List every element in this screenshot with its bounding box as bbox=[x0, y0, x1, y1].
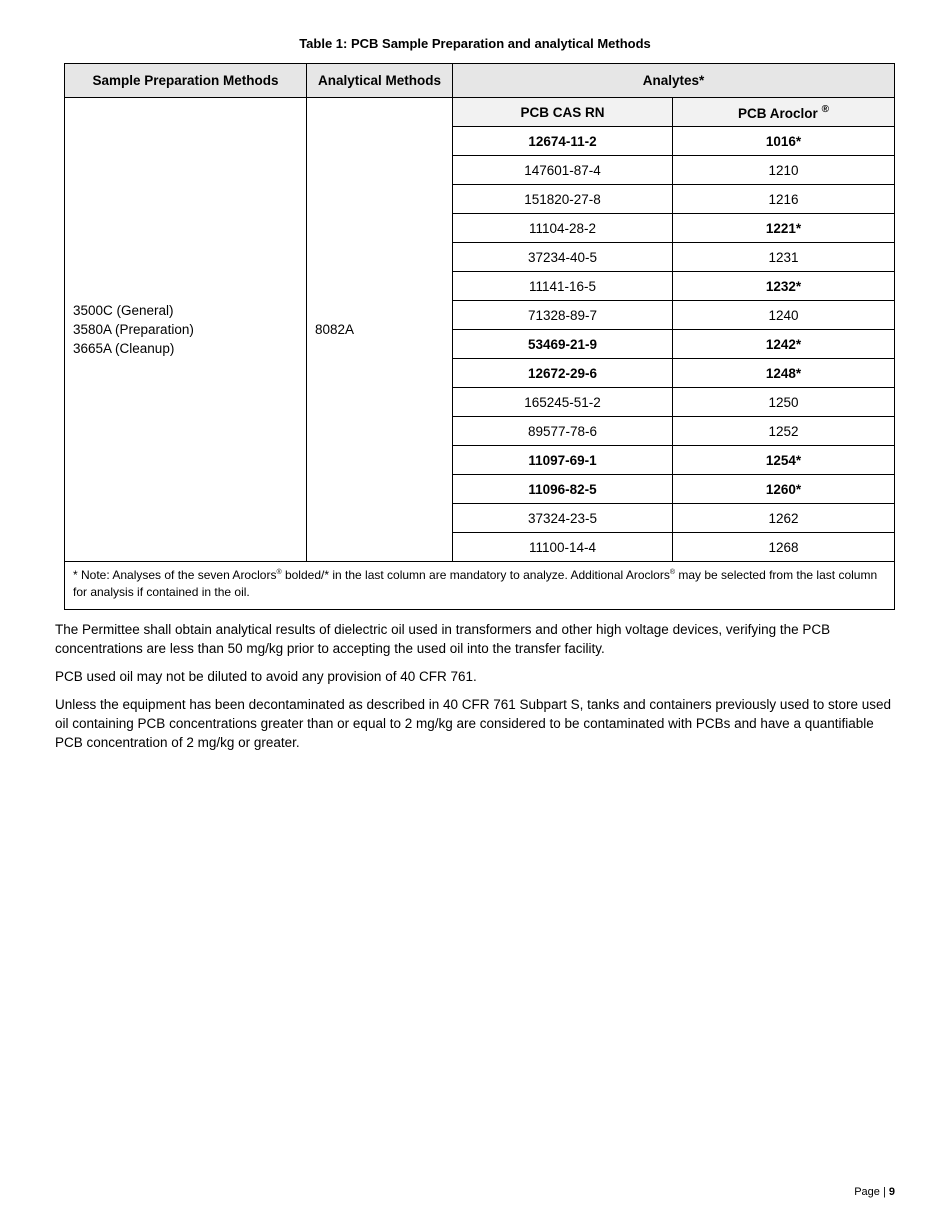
note-text: may be selected from the last column for analysis if contained in the oil. bbox=[73, 568, 878, 599]
page-label: Page | bbox=[854, 1186, 889, 1198]
note-text: bolded/* in the last column are mandatory to analyze. Additional Aroclors bbox=[281, 568, 670, 582]
aroclor-cell: 1250 bbox=[673, 388, 895, 417]
header-analytes: Analytes* bbox=[453, 64, 895, 98]
registered-mark: ® bbox=[821, 103, 829, 115]
table-subheader-row bbox=[65, 98, 895, 127]
registered-mark: ® bbox=[669, 569, 676, 576]
aroclor-cell: 1260* bbox=[673, 475, 895, 504]
analytical-method-cell: 8082A bbox=[307, 98, 453, 562]
page-footer bbox=[854, 1186, 895, 1198]
cas-number-cell: 37234-40-5 bbox=[453, 243, 673, 272]
header-sample-prep: Sample Preparation Methods bbox=[65, 64, 307, 98]
paragraph-analysis-requirement: The Permittee shall obtain analytical results of dielectric oil used in transformers and other high voltage devices, verifying the PCB concentrations are less than 50 mg/kg prior to accepting the used oil into the transfer facility. bbox=[55, 622, 831, 656]
table-header-row bbox=[65, 64, 895, 98]
aroclor-cell: 1254* bbox=[673, 446, 895, 475]
aroclor-cell: 1221* bbox=[673, 214, 895, 243]
sample-prep-line: 3580A (Preparation) bbox=[73, 322, 194, 337]
table-note-row bbox=[65, 562, 895, 610]
aroclor-cell: 1262 bbox=[673, 504, 895, 533]
aroclor-cell: 1016* bbox=[673, 127, 895, 156]
cas-number-cell: 147601-87-4 bbox=[453, 156, 673, 185]
note-text: * Note: Analyses of the seven Aroclors bbox=[73, 568, 277, 582]
sample-prep-cell bbox=[65, 98, 307, 562]
aroclor-cell: 1248* bbox=[673, 359, 895, 388]
aroclor-cell: 1231 bbox=[673, 243, 895, 272]
paragraph-contamination: Unless the equipment has been decontaminated as described in 40 CFR 761 Subpart S, tanks and containers previously used to store used oil containing PCB concentrations greater than or equal to 2 mg/kg are considered to be contaminated with PCBs and have a quantifiable PCB concentration of 2 mg/kg or greater. bbox=[55, 697, 892, 750]
aroclor-cell: 1210 bbox=[673, 156, 895, 185]
sample-prep-line: 3665A (Cleanup) bbox=[73, 341, 175, 356]
cas-number-cell: 11100-14-4 bbox=[453, 533, 673, 562]
cas-number-cell: 12674-11-2 bbox=[453, 127, 673, 156]
aroclor-cell: 1268 bbox=[673, 533, 895, 562]
cas-number-cell: 165245-51-2 bbox=[453, 388, 673, 417]
subheader-aroclor-label: PCB Aroclor bbox=[738, 105, 818, 121]
cas-number-cell: 53469-21-9 bbox=[453, 330, 673, 359]
cas-number-cell: 11097-69-1 bbox=[453, 446, 673, 475]
cas-number-cell: 71328-89-7 bbox=[453, 301, 673, 330]
table-note bbox=[65, 562, 895, 610]
aroclor-cell: 1216 bbox=[673, 185, 895, 214]
aroclor-cell: 1242* bbox=[673, 330, 895, 359]
table-caption: Table 1: PCB Sample Preparation and analytical Methods bbox=[299, 36, 651, 51]
aroclor-cell: 1252 bbox=[673, 417, 895, 446]
cas-number-cell: 151820-27-8 bbox=[453, 185, 673, 214]
cas-number-cell: 37324-23-5 bbox=[453, 504, 673, 533]
subheader-aroclor bbox=[673, 98, 895, 127]
registered-mark: ® bbox=[276, 569, 282, 576]
cas-number-cell: 89577-78-6 bbox=[453, 417, 673, 446]
cas-number-cell: 11104-28-2 bbox=[453, 214, 673, 243]
paragraph-dilution: PCB used oil may not be diluted to avoid any provision of 40 CFR 761. bbox=[55, 669, 477, 684]
cas-number-cell: 11096-82-5 bbox=[453, 475, 673, 504]
aroclor-cell: 1232* bbox=[673, 272, 895, 301]
aroclor-cell: 1240 bbox=[673, 301, 895, 330]
pcb-methods-table bbox=[64, 63, 895, 610]
cas-number-cell: 11141-16-5 bbox=[453, 272, 673, 301]
subheader-cas: PCB CAS RN bbox=[453, 98, 673, 127]
page-number: 9 bbox=[888, 1186, 895, 1198]
sample-prep-line: 3500C (General) bbox=[73, 303, 174, 318]
header-analytical: Analytical Methods bbox=[307, 64, 453, 98]
cas-number-cell: 12672-29-6 bbox=[453, 359, 673, 388]
